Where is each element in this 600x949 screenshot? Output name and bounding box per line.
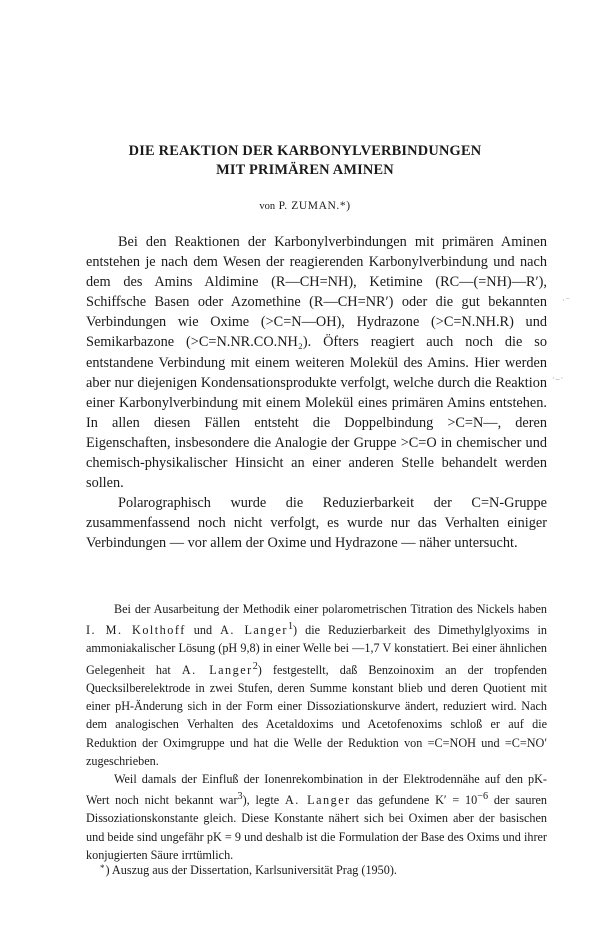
exponent: −6: [477, 791, 489, 803]
author-ref-kolthoff: I. M. Kolthoff: [86, 623, 186, 638]
author-line: [60, 200, 550, 212]
author-ref-langer-3: A. Langer: [285, 793, 351, 808]
margin-scan-mark: ·‒·: [552, 374, 565, 383]
main-text: [86, 232, 547, 554]
author-prefix: von: [259, 201, 276, 212]
footnote-symbol: *: [100, 863, 105, 873]
title-line-2: MIT PRIMÄREN AMINEN: [216, 162, 394, 178]
author-name: P. ZUMAN.*): [278, 200, 351, 212]
footnote-ref-1: 1: [287, 621, 294, 633]
author-ref-langer-2: A. Langer: [181, 662, 253, 677]
footnote-ref-3: 3: [237, 791, 243, 803]
paragraph-3: Bei der Ausarbeitung der Methodik einer polarometrischen Titration des Nickels haben I. M. Kolthoff und A. Langer$^1$) die Reduzierbarkeit des Dimethylglyoxims in ammoniakalischer Lösung (pH 9,8) in einer Welle bei —1,7 V konstatiert. Bei einer ähnlichen Gelegenheit hat A. Langer$^2$) festgestellt, daß Benzoinoxim an der tropfenden Quecksilberelektrode in zwei Stufen, deren Summe konstant blieb und deren Quotient mit einer pH-Änderung sich in der Form einer Dissoziationskurve ändert, reduziert wird. Nach dem analogischen Verhalten des Acetaldoxims und Acetofenoxims schloß er auf die Reduktion der Oximgruppe und hat die Welle der Reduktion von =C=NOH und =C=NO′ zugeschrieben.: [86, 602, 547, 768]
footnote-ref-2: 2: [252, 660, 258, 672]
small-text: [86, 600, 547, 864]
author-ref-langer: A. Langer: [220, 623, 288, 638]
paragraph-1: Bei den Reaktionen der Karbonylverbindungen mit primären Aminen entstehen je nach dem Wesen der reagierenden Karbonylverbindung und nach dem des Amins Aldimine (R—CH=NH), Ketimine (RC—(=NH)—R′), Schiffsche Basen oder Azomethine (R—CH=NR′) oder die gut bekannten Verbindungen wie Oxime (>C=N—OH), Hydrazone (>C=N.NH.R) und Semikarbazone (>C=N.NR.CO.NH₂). Öfters reagiert auch noch die so entstandene Verbindung mit einem weiteren Molekül des Amins. Hier werden aber nur diejenigen Kondensationsprodukte verfolgt, welche durch die Reaktion einer Karbonylverbindung mit einem Molekül eines primären Amins entstehen. In allen diesen Fällen entsteht die Doppelbindung >C=N—, deren Eigenschaften, insbesondere die Analogie der Gruppe >C=O in chemischer und chemisch-physikalischer Hinsicht an einer anderen Stelle behandelt werden sollen.: [86, 234, 547, 492]
paragraph-2: Polarographisch wurde die Reduzierbarkeit der C=N-Gruppe zusammenfassend noch nicht verfolgt, es wurde nur das Verhalten einiger Verbindungen — vor allem der Oxime und Hydrazone — näher untersucht.: [86, 495, 547, 552]
margin-scan-mark: ·⁻: [562, 296, 571, 305]
title-line-1: DIE REAKTION DER KARBONYLVERBINDUNGEN: [128, 143, 482, 159]
paragraph-4: Weil damals der Einfluß der Ionenrekombination in der Elektrodennähe auf den pK-Wert noch nicht bekannt war$^3$), legte A. Langer das gefundene $K' = 10^{-6}$ der sauren Dissoziationskonstante gleich. Diese Konstante nähert sich bei Oximen aber der basischen und beide sind ungefähr pK = 9 und deshalb ist die Formulation der Base des Oxims und ihrer konjugierten Säure irrtümlich.: [86, 771, 548, 862]
footnote-text: ) Auszug aus der Dissertation, Karlsuniversität Prag (1950).: [105, 863, 397, 877]
article-title: [60, 142, 550, 180]
footnote: [100, 860, 547, 878]
